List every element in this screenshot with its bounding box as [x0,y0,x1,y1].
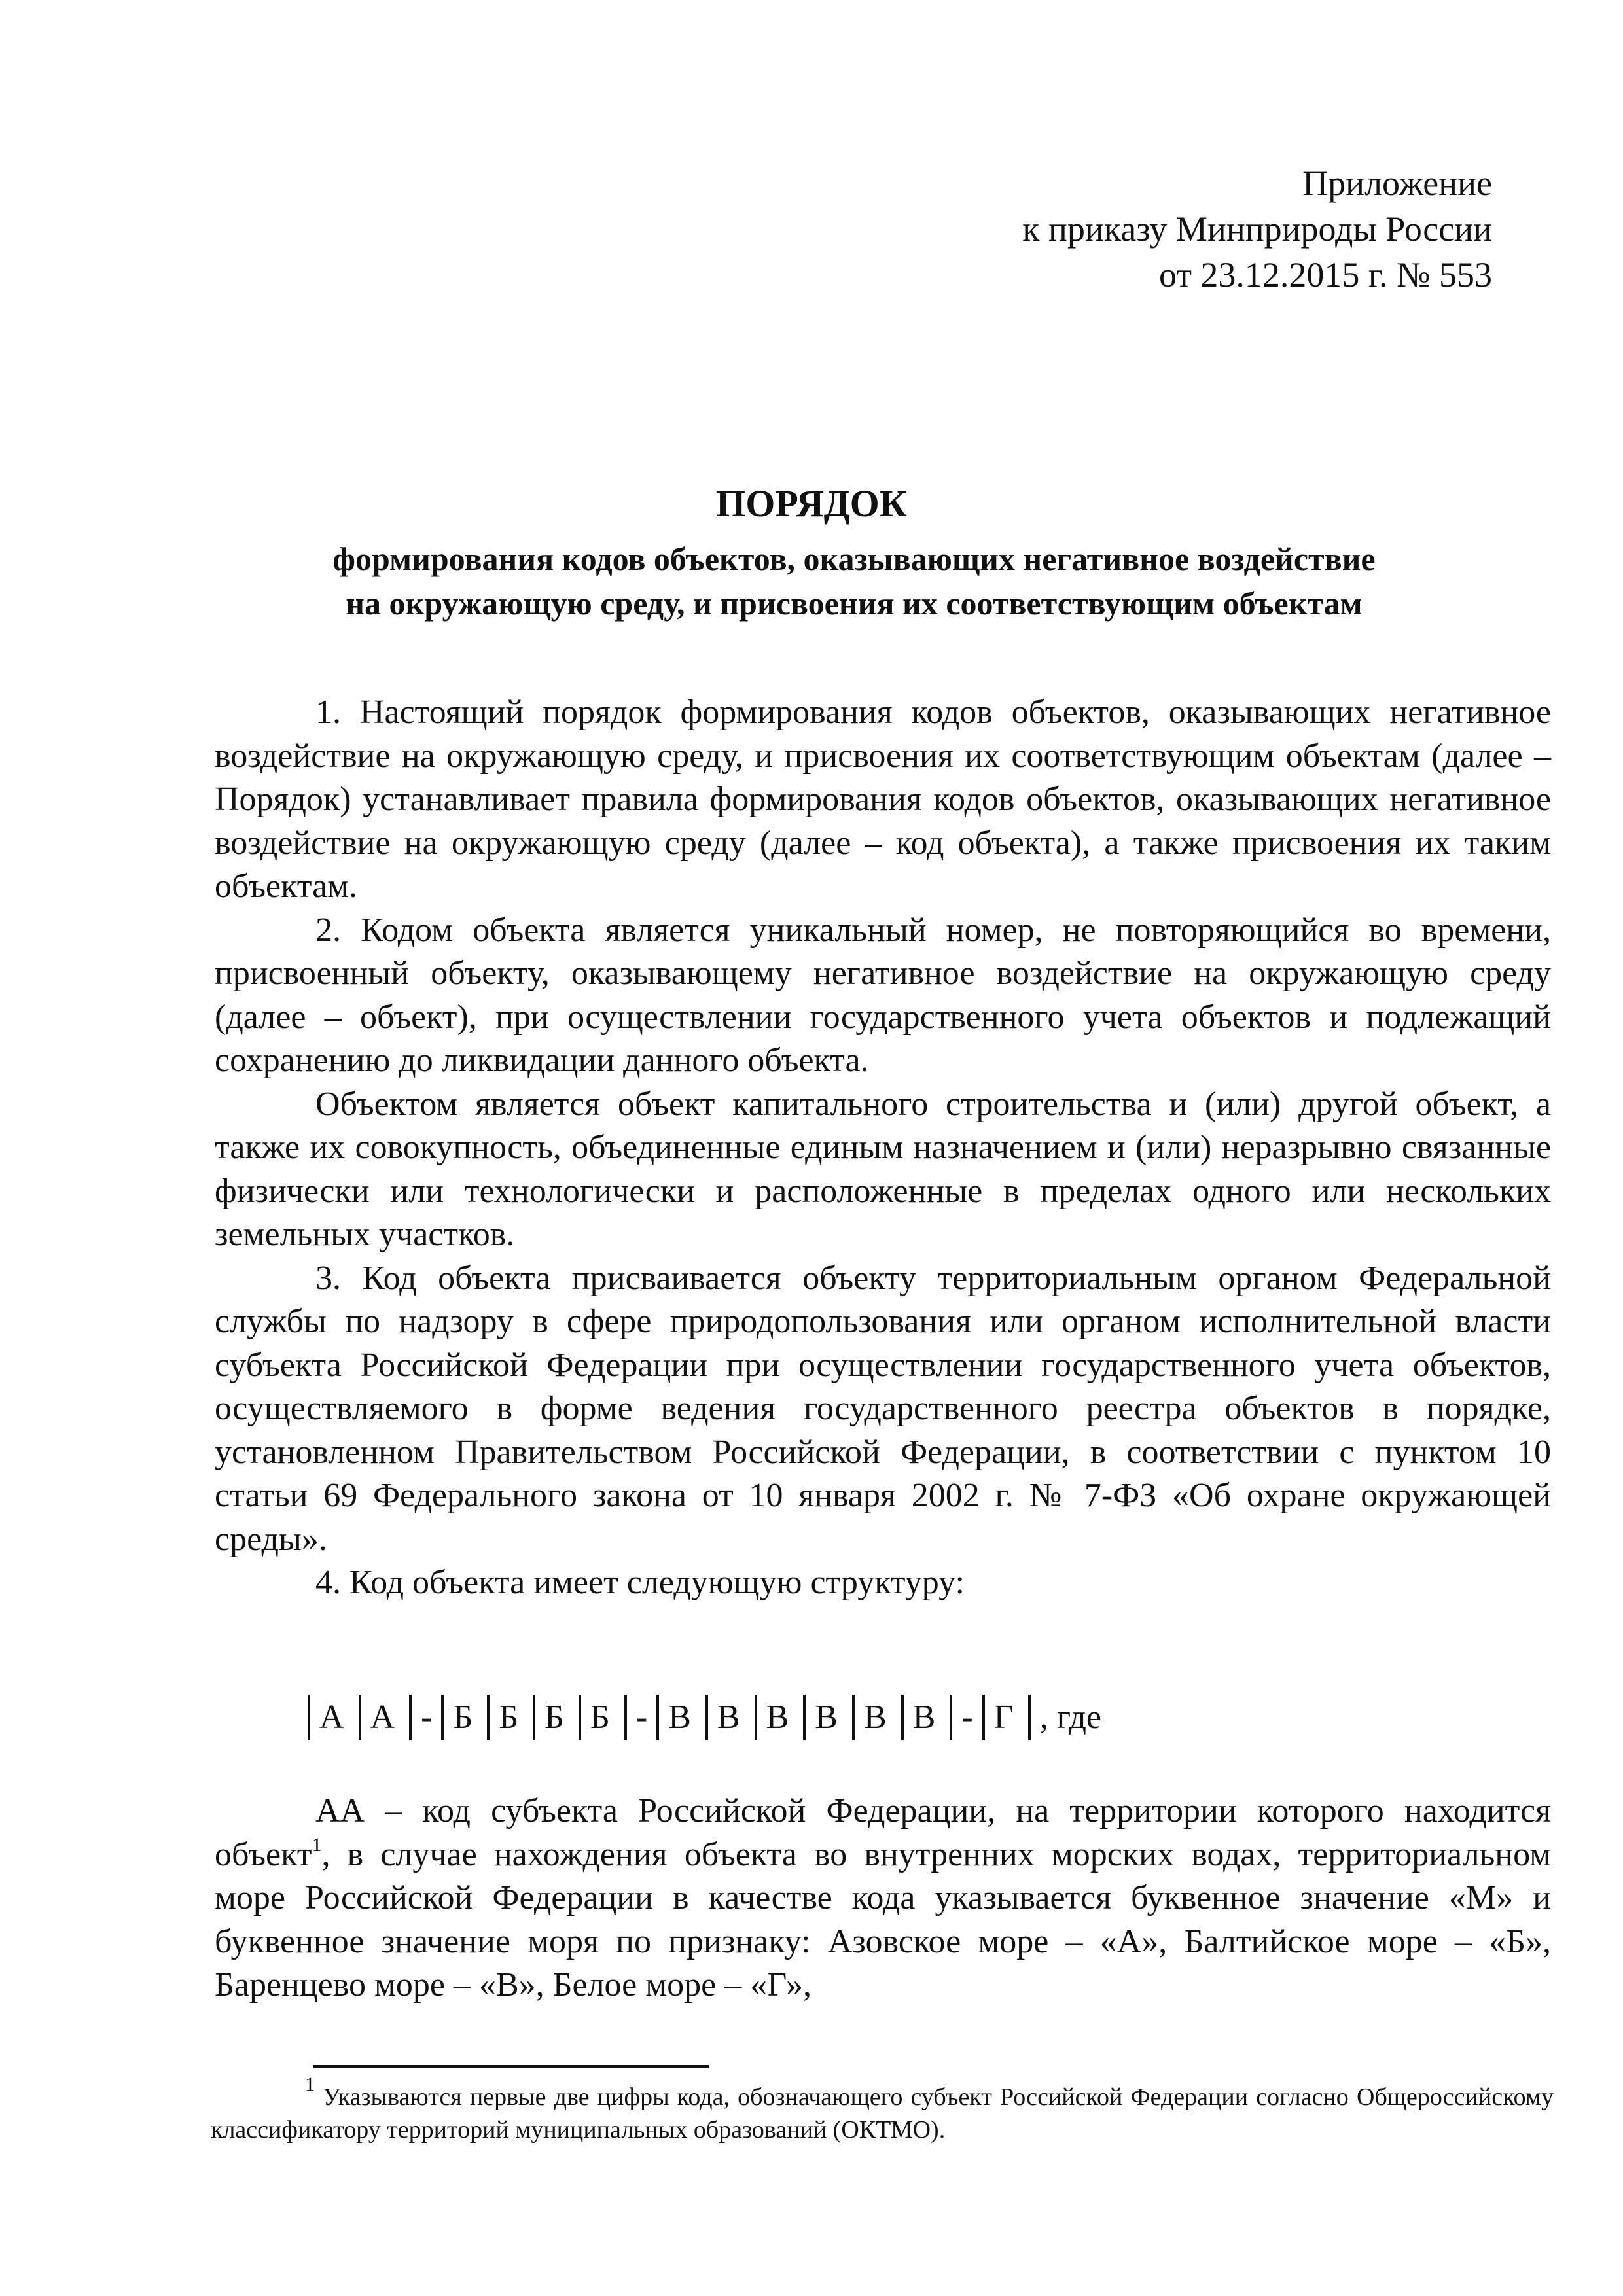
document-title: ПОРЯДОК [716,482,907,525]
annex-line-2: к приказу Минприроды России [1022,209,1492,249]
paragraph-aa-part-2: , в случае нахождения объекта во внутренних морских водах, территориальном море Российской Федерации в качестве кода указывается буквенное значение «М» и буквенное значение моря по признаку: Азовское море – «А», Балтийское море – «Б», Баренцево море – «В», Белое море – «Г», [215,1835,1551,2004]
paragraph-4: 4. Код объекта имеет следующую структуру: [315,1564,965,1601]
code-cell: В [705,1695,755,1740]
paragraph-2-object-definition: Объектом является объект капитального строительства и (или) другой объект, а также их совокупность, объединенные единым назначением и (или) неразрывно связанные физически или технологически и расположенные в пределах одного или нескольких земельных участков. [215,1085,1551,1253]
code-separator: - [421,1699,433,1736]
code-cell: В [901,1695,953,1740]
code-cell: А [308,1695,359,1740]
paragraph-2: 2. Кодом объекта является уникальный номер, не повторяющийся во времени, присвоенный объекту, оказывающему негативное воздействие на окружающую среду (далее – объект), при осуществлении государственного учета объектов и подлежащий сохранению до ликвидации данного объекта. [215,911,1551,1079]
paragraph-3: 3. Код объекта присваивается объекту территориальным органом Федеральной службы по надзору в сфере природопользования или органом исполнительной власти субъекта Российской Федерации при осуществлении государственного учета объектов, осуществляемого в форме ведения государственного реестра объектов в порядке, установленном Правительством Российской Федерации, в соответствии с пунктом 10 статьи 69 Федерального закона от 10 января 2002 г. № 7-ФЗ «Об охране окружающей среды». [215,1259,1551,1558]
subtitle-line-2: на окружающую среду, и присвоения их соответствующим объектам [346,585,1363,622]
annex-line-3: от 23.12.2015 г. № 553 [1159,255,1492,294]
footnote-divider [313,2065,709,2068]
code-cell: Г [982,1695,1031,1740]
aa-definition-body [215,1790,1551,2007]
code-structure [308,1695,1101,1740]
footnote-mark: 1 [305,2074,315,2095]
main-body [215,691,1551,1605]
document-subtitle [216,537,1492,626]
code-separator: - [635,1699,648,1736]
paragraph-1: 1. Настоящий порядок формирования кодов объектов, оказывающих негативное воздействие на окружающую среду, и присвоения их соответствующим объектам (далее – Порядок) устанавливает правила формирования кодов объектов, оказывающих негативное воздействие на окружающую среду (далее – код объекта), а также присвоения их таким объектам. [215,694,1551,905]
footnote-text: Указываются первые две цифры кода, обозначающего субъект Российской Федерации согласно Общероссийскому классификатору территорий муниципальных образований (ОКТМО). [211,2083,1554,2144]
code-cell: А [359,1695,412,1740]
code-cell: В [852,1695,901,1740]
code-cell: Б [487,1695,533,1740]
annex-block [1022,160,1492,298]
code-separator: - [961,1699,973,1736]
code-cell: В [656,1695,705,1740]
code-cell: В [755,1695,804,1740]
code-cell: Б [533,1695,579,1740]
code-cell: В [803,1695,852,1740]
annex-line-1: Приложение [1302,164,1492,203]
code-cell: Б [441,1695,487,1740]
footnote [211,2074,1554,2146]
paragraph-aa-part-1: АА – код субъекта Российской Федерации, на территории которого находится объект [215,1792,1551,1873]
code-cell: Б [579,1695,627,1740]
code-suffix: , где [1039,1699,1102,1736]
paragraph-aa [215,1790,1551,2007]
footnote-reference[interactable]: 1 [312,1833,322,1856]
subtitle-line-1: формирования кодов объектов, оказывающих негативное воздействие [332,540,1376,577]
footnote-paragraph [211,2074,1554,2146]
